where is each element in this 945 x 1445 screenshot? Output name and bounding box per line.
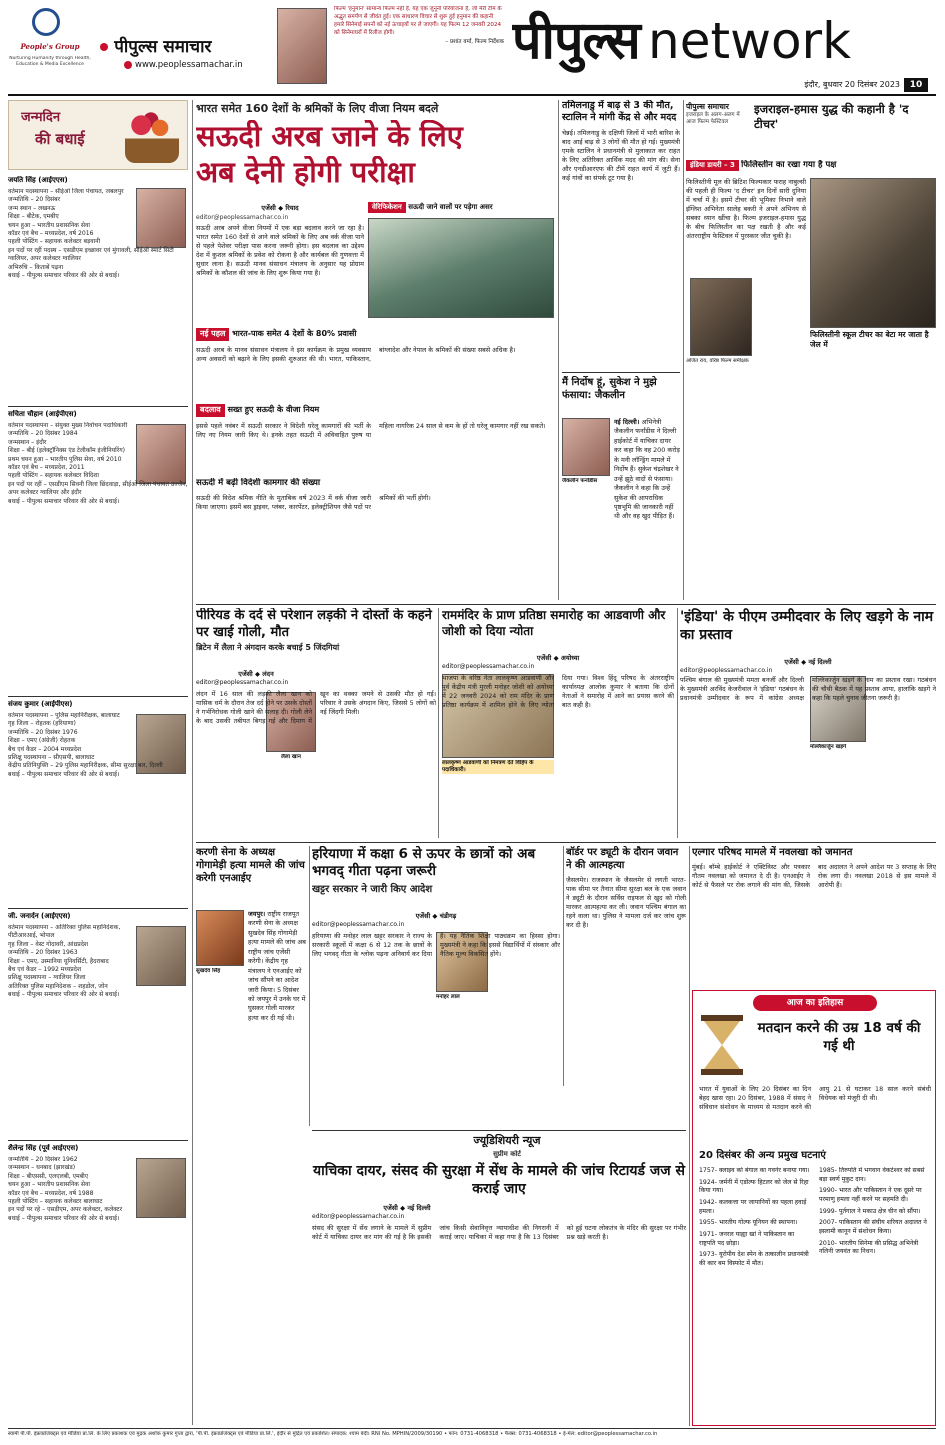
elgar-body: मुंबई। बॉम्बे हाईकोर्ट ने एक्टिविस्ट और पत्रकार गौतम नवलखा को जमानत दे दी है। एनआईए ने कोर्ट से फैसले पर रोक लगाने की मांग की, जिसके बाद अदालत ने अपने आदेश पर 3 सप्ताह के लिए रोक लगा दी। नवलखा 2018 से इस मामले में आरोपी हैं। (692, 863, 936, 889)
karni-story (196, 846, 306, 1126)
profile-name: जयति सिंह (आईएएस) (8, 176, 68, 184)
event-item: 1999- पुर्तगाल ने मकाउ क्षेत्र चीन को सौंपा। (819, 1207, 921, 1215)
sub1-tag: नई पहल (196, 328, 229, 341)
event-item: 1955- भारतीय गोल्फ यूनियन की स्थापना। (699, 1219, 798, 1227)
judiciary-tag: ज्यूडिशियरी न्यूज (473, 1134, 541, 1147)
profile-line: अतिरिक्त पुलिस महानिदेशक – शहडोल, जोन (8, 982, 108, 990)
profile-line: जन्मतिथि – 20 दिसंबर 1976 (8, 728, 78, 736)
section-rule (312, 1130, 686, 1131)
border-story (566, 846, 686, 1086)
ram-email: editor@peoplessamachar.co.in (442, 663, 535, 670)
sukesh-story (562, 376, 680, 598)
profile-line: गृह जिला – वेस्ट गोदावरी, आंध्रप्रदेश (8, 940, 89, 948)
saudi-sub1-body: सऊदी अरब के मानव संसाधन मंत्रालय ने इस कार्यक्रम के प्रमुख व्यवसाय अन्य अवसरों को बढ़ाने के लिए इसकी शुरुआत की थी। भारत, पाकिस्तान, बांग्लादेश और नेपाल के श्रमिकों की संख्या सबसे अधिक है। (196, 346, 516, 363)
event-item: 1985- तिरुपति में भगवान वेंकटेश्वर को सबसे बड़ा स्वर्ण मुकुट दान। (819, 1167, 925, 1183)
masthead (0, 0, 945, 108)
profile-line: पहली पोस्टिंग – सहायक कलेक्टर विदिशा (8, 472, 99, 480)
profile-line: चयन हुआ – भारतीय प्रशासनिक सेवा (8, 221, 90, 229)
jacqueline-photo (562, 418, 610, 476)
section-title-hi: पीपुल्स (512, 11, 640, 71)
birthday-banner (8, 100, 188, 170)
period-body: लंदन में 16 साल की लड़की लैला खान को मासिक धर्म के दौरान तेज दर्द होने पर उसके दोस्तों ने गर्भनिरोधक गोली खाने की सलाह दी। गोली लेने के बाद उसकी तबीयत बिगड़ गई और दिमाग में खून का थक्का जमने से उसकी मौत हो गई। परिवार ने उसके अंगदान किए, जिससे 5 लोगों को नई जिंदगी मिली। (196, 690, 436, 725)
saudi-sub3-body: सऊदी की विदेश श्रमिक नीति के मुताबिक वर्ष 2023 में वर्क वीजा जारी किया जाएगा। इसमें बस ड्राइवर, प्लंबर, कारपेंटर, इलेक्ट्रीशियन जैसे पदों पर श्रमिकों की भर्ती होगी। (196, 494, 431, 511)
profile-line: कॉडर एवं बैच – मध्यप्रदेश, 2011 (8, 464, 85, 472)
birthday-profile (8, 912, 188, 1140)
period-story (196, 608, 436, 838)
column-rule (689, 846, 690, 1426)
history-title: मतदान करने की उम्र 18 वर्ष की गई थी (757, 1020, 921, 1055)
history-body: भारत में युवाओं के लिए 20 दिसंबर का दिन बेहद खास रहा। 20 दिसंबर, 1988 में संसद ने संविधान संशोधन के माध्यम से मतदान करने की आयु 21 से घटाकर 18 साल करने संबंधी विधेयक को मंजूरी दी थी। (699, 1085, 931, 1111)
column-rule (677, 608, 678, 838)
advani-caption: लालकृष्ण आडवाणी को निमंत्रण देते विहिप के पदाधिकारी। (442, 760, 554, 774)
saudi-headline-2: अब देनी होगी परीक्षा (196, 156, 415, 189)
ram-body: भाजपा के वरिष्ठ नेता लालकृष्ण आडवाणी और पूर्व केंद्रीय मंत्री मुरली मनोहर जोशी को अयोध्या में 22 जनवरी 2024 को राम मंदिर के प्राण प्रतिष्ठा कार्यक्रम में शामिल होने के लिए न्योता दिया गया। विश्व हिंदू परिषद के अंतरराष्ट्रीय कार्याध्यक्ष आलोक कुमार ने बताया कि दोनों नेताओं ने समारोह में आने का प्रयास करने की बात कही है। (442, 674, 674, 709)
laila-caption: लैला खान (281, 754, 301, 760)
india-pm-body: पश्चिम बंगाल की मुख्यमंत्री ममता बनर्जी और दिल्ली के मुख्यमंत्री अरविंद केजरीवाल ने 'इंडिया' गठबंधन के प्रधानमंत्री उम्मीदवार के रूप में कांग्रेस अध्यक्ष मल्लिकार्जुन खड़गे के नाम का प्रस्ताव रखा। गठबंधन की चौथी बैठक में यह प्रस्ताव आया, हालांकि खड़गे ने कहा कि पहले चुनाव जीतना जरूरी है। (680, 676, 936, 702)
sukhdev-caption: सुखदेव सिंह (196, 968, 221, 974)
saudi-sub2-body: इससे पहले नवंबर में सऊदी सरकार ने विदेशी घरेलू कामगारों की भर्ती के लिए नए नियम जारी किए थे। इनके तहत सऊदी में अविवाहित पुरुष या महिला नागरिक 24 साल से कम के हों तो घरेलू कामगार नहीं रख सकते। (196, 422, 546, 439)
birthday-heading-top: जन्मदिन (21, 110, 61, 125)
profile-line: इन पदों पर रहे – एसडीएम, अपर कलेक्टर, कलेक्टर (8, 1206, 123, 1214)
profile-line: पहली पोस्टिंग – सहायक कलेक्टर बालाघाट (8, 1198, 103, 1206)
profile-line: जन्मतिथि – 20 दिसंबर (8, 196, 61, 204)
profile-line: इन पदों पर रहीं – एसडीएम सिवनी जिला छिंदवाड़ा, सीईओ जिला पंचायत उज्जैन, अपर कलेक्टर ग्वालियर और इंदौर (8, 480, 188, 497)
judiciary-court: सुप्रीम कोर्ट (493, 1150, 521, 1158)
sub2-text: सख्त हुए सऊदी के वीजा नियम (227, 405, 320, 414)
ram-headline: राममंदिर के प्राण प्रतिष्ठा समारोह का आडवाणी और जोशी को दिया न्योता (442, 608, 666, 638)
profile-line: वर्तमान पदस्थापना – सीईओ जिला पंचायत, जबलपुर (8, 188, 124, 195)
profile-line: चयन हुआ – भारतीय प्रशासनिक सेवा (8, 1181, 90, 1189)
event-item: 1924- जर्मनी में एडोल्फ हिटलर को जेल से रिहा किया गया। (699, 1178, 809, 1195)
masthead-rule (8, 94, 936, 96)
profile-line: प्रशिक्षु पदस्थापना – ग्वालियर जिला (8, 974, 86, 982)
saudi-verify (368, 202, 554, 216)
profile-name: सचिता चौहान (आईपीएस) (8, 410, 77, 418)
saudi-sub1 (196, 328, 554, 342)
profile-line: जन्मतिथि – 20 दिसंबर 1962 (8, 1156, 78, 1163)
profile-line: केंद्रीय प्रतिनियुक्ति – 29 पुलिस महानिरीक्षक, सीमा सुरक्षा बल, दिल्ली (8, 762, 163, 770)
teacher-film-caption: फिलिस्तीनी स्कूल टीचर का बेटा मर जाता है जेल में (810, 330, 929, 349)
profile-details (8, 712, 188, 779)
elgar-headline: एल्गार परिषद मामले में नवलखा को जमानत (692, 847, 853, 858)
birthday-column (8, 100, 188, 1430)
profile-divider (8, 406, 188, 407)
haryana-story (312, 846, 560, 1086)
event-item: 1942- कलकत्ता पर जापानियों का पहला हवाई हमला। (699, 1199, 807, 1215)
profile-line: शिक्षा – बीएससी, एलएलबी, एमबीए (8, 1172, 89, 1180)
profile-line: बधाई – पीपुल्स समाचार परिवार की ओर से बधाई। (8, 1214, 120, 1222)
history-box (692, 990, 936, 1426)
period-headline: पीरियड के दर्द से परेशान लड़की ने दोस्तों के कहने पर खाई गोली, मौत (196, 608, 432, 640)
israel-body: फिलिस्तीनी मूल की ब्रिटिश फिल्मकार फराह नाबुल्सी की पहली ही फिल्म 'द टीचर' इन दिनों सारी दुनिया में चर्चा में है। इसमें टीचर की भूमिका निभाने वाले इंग्लिश अभिनेता सालेह बकरी ने अपने अभिनय से सबका ध्यान खींचा है। फिल्म इजराइल-हमास युद्ध के बीच फिलिस्तीन का पक्ष रखती है और कई अंतरराष्ट्रीय फेस्टिवल में पुरस्कार जीत चुकी है। (686, 178, 806, 240)
column-rule (563, 846, 564, 1086)
verify-text: सऊदी जाने वालों पर पड़ेगा असर (408, 203, 493, 211)
period-email: editor@peoplessamachar.co.in (196, 679, 289, 686)
section-rule (196, 842, 936, 843)
saudi-kicker: भारत समेत 160 देशों के श्रमिकों के लिए वीजा नियम बदले (196, 102, 439, 115)
haryana-headline: हरियाणा में कक्षा 6 से ऊपर के छात्रों को अब भगवद् गीता पढ़ना जरूरी (312, 846, 536, 880)
paper-logo-dot-icon (100, 43, 108, 51)
israel-logo (686, 102, 750, 158)
israel-title: इजराइल-हमास युद्ध की कहानी है 'द टीचर' (754, 102, 909, 131)
page-number: 10 (904, 78, 928, 92)
profile-line: बधाई – पीपुल्स समाचार परिवार की ओर से बधाई। (8, 497, 120, 505)
karni-headline: करणी सेना के अध्यक्ष गोगामेड़ी हत्या मामले की जांच करेगी एनआईए (196, 847, 305, 884)
verify-tag: वेरिफिकेशन (368, 202, 406, 213)
event-item: 1757- क्लाइव को बंगाल का गवर्नर बनाया गया। (699, 1167, 810, 1174)
author-caption: अजित राय, वरिष्ठ फिल्म समीक्षक (686, 358, 749, 364)
profile-name: संजय कुमार (आईपीएस) (8, 700, 73, 708)
india-pm-story (680, 608, 936, 838)
ram-story (442, 608, 674, 838)
sukesh-headline: मैं निर्दोष हूं, सुकेश ने मुझे फंसाया: जैकलीन (562, 377, 657, 401)
india-pm-email: editor@peoplessamachar.co.in (680, 667, 773, 674)
column-rule (558, 100, 559, 600)
saudi-sub3: सऊदी में बढ़ी विदेशी कामगार की संख्या (196, 478, 321, 488)
hourglass-icon (701, 1015, 743, 1077)
profile-name: जी. जनार्दन (आईएएस) (8, 912, 71, 920)
event-item: 1990- भारत और पाकिस्तान ने एक दूसरे पर परमाणु हमला नहीं करने पर सहमति दी। (819, 1187, 922, 1204)
karni-text (248, 910, 306, 1126)
saudi-byline: एजेंसी ◆ रियाद (261, 204, 299, 212)
period-subhead: ब्रिटेन में लैला ने अंगदान करके बचाई 5 जिंदगियां (196, 643, 340, 653)
diary-title: फिलिस्तीन का रखा गया है पक्ष (741, 160, 837, 170)
profile-details (8, 188, 188, 280)
sukhdev-photo (196, 910, 244, 966)
event-item: 2010- भारतीय सिनेमा की प्रसिद्ध अभिनेत्री नलिनी जयवंत का निधन। (819, 1239, 919, 1256)
events-heading: 20 दिसंबर की अन्य प्रमुख घटनाएं (699, 1150, 826, 1161)
profile-line: कॉडर एवं बैच – मध्यप्रदेश, वर्ष 2016 (8, 230, 94, 238)
kharge-caption: मल्लिकार्जुन खड़गे (810, 744, 847, 750)
profile-line: गृह जिला – रोहतक (हरियाणा) (8, 720, 76, 728)
saudi-sub2 (196, 404, 554, 418)
event-item: 1973- यूरोपीय देश स्पेन के तत्कालीन प्रधानमंत्री की कार बम विस्फोट में मौत। (699, 1251, 809, 1268)
judiciary-body: संसद की सुरक्षा में सेंध लगाने के मामले में सुप्रीम कोर्ट में याचिका दायर कर मांग की गई है कि इसकी जांच किसी सेवानिवृत्त न्यायाधीश की निगरानी में कराई जाए। याचिका में कहा गया है कि 13 दिसंबर को हुई घटना लोकतंत्र के मंदिर की सुरक्षा पर गंभीर प्रश्न खड़े करती है। (312, 1224, 686, 1241)
profile-line: वर्तमान पदस्थापना – पुलिस महानिरीक्षक, बालाघाट (8, 712, 120, 719)
profile-name: शैलेन्द्र सिंह (पूर्व आईएएस) (8, 1144, 79, 1152)
story-divider (562, 372, 680, 373)
profile-line: शिक्षा – बीटेक, एमबीए (8, 213, 59, 221)
events-list (699, 1167, 931, 1423)
profile-line: इन पदों पर रहीं पदस्थ – एसडीएम इच्छावर एवं मुंगावली, सीईओ स्मार्ट सिटी ग्वालियर, अपर कलेक्टर ग्वालियर (8, 246, 174, 263)
border-headline: बॉर्डर पर ड्यूटी के दौरान जवान ने की आत्महत्या (566, 847, 679, 871)
profile-line: जन्म स्थान – लखनऊ (8, 204, 56, 212)
globe-icon (124, 61, 132, 69)
event-item: 2007- पाकिस्तान की संघीय शरियत अदालत ने इस्लामी कानून में संशोधन किया। (819, 1219, 927, 1236)
ram-byline: एजेंसी ◆ अयोध्या (536, 654, 580, 662)
profile-line: जन्मस्थान – इंदौर (8, 438, 47, 446)
profile-details (8, 1156, 188, 1223)
saudi-story (196, 100, 554, 600)
profile-divider (8, 696, 188, 697)
profile-line: जन्मतिथि – 20 दिसंबर 1963 (8, 949, 78, 957)
profile-line: पहली पोस्टिंग – सहायक कलेक्टर बड़वानी (8, 238, 101, 246)
haryana-body: हरियाणा की मनोहर लाल खट्टर सरकार ने राज्य के सरकारी स्कूलों में कक्षा 6 से 12 तक के छात्रों के लिए भगवद् गीता के श्लोक पढ़ना अनिवार्य कर दिया है। यह नैतिक शिक्षा पाठ्यक्रम का हिस्सा होगा। मुख्यमंत्री ने कहा कि इससे विद्यार्थियों में संस्कार और नैतिक मूल्य विकसित होंगे। (312, 932, 560, 958)
sukesh-text (614, 418, 680, 598)
profile-details (8, 422, 188, 506)
profile-divider (8, 908, 188, 909)
israel-logo-title: पीपुल्स समाचार (686, 102, 729, 111)
israel-logo-sub: इजराइल के अलग-अलग में आज फिल्म फेस्टिवल (686, 112, 740, 126)
sukesh-body: अभिनेत्री जैकलीन फर्नांडीस ने दिल्ली हाईकोर्ट में याचिका दायर कर कहा कि वह 200 करोड़ के मनी लॉन्ड्रिंग मामले में निर्दोष हैं। सुकेश चंद्रशेखर ने उन्हें झूठे वादों से फंसाया। जैकलीन ने कहा कि उन्हें सुकेश की आपराधिक पृष्ठभूमि की जानकारी नहीं थी और वह खुद पीड़ित हैं। (614, 418, 680, 521)
karni-byline: जयपुर। (248, 910, 266, 918)
flower-basket-icon (125, 109, 179, 163)
manohar-caption: मनोहर लाल (436, 994, 460, 1000)
diary-tag: इंडिया डायरी – 3 (686, 160, 739, 171)
profile-line: बधाई – पीपुल्स समाचार परिवार की ओर से बधाई। (8, 770, 120, 778)
birthday-profile (8, 1144, 188, 1424)
profile-line: अभिरुचि – किताबें पढ़ना (8, 263, 64, 271)
profile-line: शिक्षा – एमए, उस्मानिया यूनिवर्सिटी, हैदराबाद (8, 957, 109, 965)
judiciary-headline: याचिका दायर, संसद की सुरक्षा में सेंध के मामले की जांच रिटायर्ड जज से कराई जाए (312, 1163, 686, 1198)
israel-story (686, 100, 936, 600)
paper-logo (100, 36, 290, 62)
saudi-headline-1: सऊदी अरब जाने के लिए (196, 120, 463, 153)
saudi-email: editor@peoplessamachar.co.in (196, 214, 289, 221)
tamilnadu-story (562, 100, 680, 370)
jacqueline-caption: जैकलीन फर्नांडीस (562, 478, 598, 484)
profile-line: प्रथम चयन हुआ – भारतीय पुलिस सेवा, वर्ष 2010 (8, 455, 122, 463)
footer-imprint: स्वामी पी.पी. इंफ्राप्रोजेक्ट्स एवं मीडिया प्रा.लि. के लिए प्रकाशक एवं मुद्रक अशोक कुमार गुप्ता द्वारा, 'पी.पी. इंफ्राप्रोजेक्ट्स एवं मीडिया प्रा.लि.', इंदौर से मुद्रित एवं प्रकाशित। संपादक: श्याम बेदी। RNI No. MPHIN/2009/30190 • फोन: 0731-4068318 • फैक्स: 0731-4068318 • ई-मेल: editor@peoplessamachar.co.in (8, 1431, 658, 1437)
author-photo (690, 278, 752, 356)
history-heading: आज का इतिहास (753, 995, 877, 1011)
tamilnadu-headline: तमिलनाडु में बाढ़ से 3 की मौत, स्टालिन ने मांगी केंद्र से और मदद (562, 100, 677, 124)
birthday-profile (8, 410, 188, 696)
israel-diary (686, 160, 936, 174)
event-item: 1971- जनरल याह्या खां ने पाकिस्तान का राष्ट्रपति पद छोड़ा। (699, 1231, 795, 1247)
brand-small: People's Group (20, 42, 80, 51)
section-rule (196, 604, 936, 605)
profile-line: कॉडर एवं बैच – मध्यप्रदेश, वर्ष 1988 (8, 1189, 94, 1197)
column-rule (438, 608, 439, 838)
birthday-profile (8, 700, 188, 910)
column-rule (309, 846, 310, 1126)
karni-body: राष्ट्रीय राजपूत करणी सेना के अध्यक्ष सुखदेव सिंह गोगामेड़ी हत्या मामले की जांच अब राष्ट्रीय जांच एजेंसी करेगी। केंद्रीय गृह मंत्रालय ने एनआईए को जांच सौंपने का आदेश जारी किया। 5 दिसंबर को जयपुर में उनके घर में घुसकर गोली मारकर हत्या कर दी गई थी। (248, 910, 306, 1022)
sukesh-byline: नई दिल्ली। (614, 418, 640, 426)
sub1-text: भारत-पाक समेत 4 देशों के 80% प्रवासी (232, 329, 357, 338)
section-title (512, 6, 932, 76)
profile-line: वर्तमान पदस्थापना – संयुक्त मुख्य निर्वाचन पदाधिकारी (8, 422, 128, 429)
peoples-group-logo (32, 8, 60, 36)
profile-line: जन्मतिथि – 20 दिसंबर 1984 (8, 430, 78, 438)
haryana-byline: एजेंसी ◆ चंडीगढ़ (415, 912, 457, 920)
border-body: जैसलमेर। राजस्थान के जैसलमेर से लगती भारत-पाक सीमा पर तैनात सीमा सुरक्षा बल के एक जवान ने ड्यूटी के दौरान सर्विस राइफल से खुद को गोली मारकर आत्महत्या कर ली। जवान पश्चिम बंगाल का रहने वाला था। पुलिस ने मामला दर्ज कर जांच शुरू कर दी है। (566, 876, 686, 929)
paper-name: पीपुल्स समाचार (114, 37, 212, 57)
film-quote (334, 6, 504, 92)
profile-line: बैच एवं कैडर – 2004 मध्यप्रदेश (8, 745, 82, 753)
profile-line: बैच एवं कैडर – 1992 मध्यप्रदेश (8, 966, 82, 974)
saudi-body: सऊदी अरब अपने वीजा नियमों में एक बड़ा बदलाव करने जा रहा है। भारत समेत 160 देशों से आने वाले श्रमिकों के लिए अब वर्क वीजा पाने से पहले पेशेवर परीक्षा पास करना जरूरी होगा। इस बदलाव का उद्देश्य देश में कुशल श्रमिकों के प्रवेश को रोकना है और कार्यबल की गुणवत्ता में सुधार लाना है। सऊदी मानव संसाधन मंत्रालय के अनुसार यह प्रोग्राम श्रमिकों के कौशल की जांच के लिए शुरू किया गया है। (196, 224, 364, 277)
website-text: www.peoplessamachar.in (135, 60, 243, 70)
judiciary-email: editor@peoplessamachar.co.in (312, 1213, 405, 1220)
profile-details (8, 924, 188, 1000)
judiciary-byline: एजेंसी ◆ नई दिल्ली (383, 1204, 431, 1212)
profile-line: जन्मस्थान – धनबाद (झारखंड) (8, 1164, 76, 1172)
profile-line: प्रशिक्षु पदस्थापना – सीएसपी, बालाघाट (8, 754, 95, 762)
dateline: इंदौर, बुधवार 20 दिसंबर 2023 (804, 80, 900, 89)
profile-divider (8, 1140, 188, 1141)
profile-line: बधाई – पीपुल्स समाचार परिवार की ओर से बधाई। (8, 991, 120, 999)
footer-rule (8, 1428, 936, 1429)
sub2-tag: बदलाव (196, 404, 225, 417)
profile-line: शिक्षा – बीई (इलेक्ट्रॉनिक्स एंड टेलीकॉम इंजीनियरिंग) (8, 447, 126, 455)
india-pm-byline: एजेंसी ◆ नई दिल्ली (784, 658, 832, 666)
elgar-story (692, 846, 936, 988)
judiciary-story (312, 1134, 686, 1426)
profile-line: बधाई – पीपुल्स समाचार परिवार की ओर से बधाई। (8, 272, 120, 280)
director-photo (277, 8, 327, 84)
haryana-subhead: खट्टर सरकार ने जारी किए आदेश (312, 883, 433, 895)
film-quote-text: फिल्म 'हनुमान' सामान्य फिल्म नहीं है, यह एक जुनूनी परियोजना है, जो मेरी टीम के अद्भुत समर्पण से जीवंत हुई। एक साधारण विचार से शुरू हुई हनुमान की कहानी हमारे सिनेमाई सपनों को नई ऊंचाइयों पर ले जाएगी। यह फिल्म 12 जनवरी 2024 को सिनेमाघरों में रिलीज होगी। (334, 6, 502, 36)
column-rule (683, 100, 684, 600)
section-title-en: network (648, 12, 852, 70)
birthday-heading-bottom: की बधाई (35, 130, 85, 148)
profile-line: वर्तमान पदस्थापना – अतिरिक्त पुलिस महानिदेशक, पीटीआरआई, भोपाल (8, 924, 121, 940)
column-rule (192, 100, 193, 1425)
profile-line: शिक्षा – एमए (अंग्रेजी) रोहतक (8, 737, 76, 745)
tamilnadu-body: चेन्नई। तमिलनाडु के दक्षिणी जिलों में भारी बारिश के बाद आई बाढ़ से 3 लोगों की मौत हो गई। मुख्यमंत्री एमके स्टालिन ने प्रधानमंत्री से मुलाकात कर राहत के लिए अतिरिक्त आर्थिक मदद की मांग की। सेना और एनडीआरएफ की टीमें राहत कार्य में जुटी हैं। कई गांवों का संपर्क टूट गया है। (562, 128, 680, 182)
teacher-film-photo (810, 178, 936, 328)
birthday-profile (8, 176, 188, 404)
saudi-visa-photo (368, 218, 554, 318)
india-pm-headline: 'इंडिया' के पीएम उम्मीदवार के लिए खड़गे के नाम का प्रस्ताव (680, 609, 934, 644)
brand-tagline: Nurturing Humanity through Health, Education & Media Excellence (9, 56, 91, 67)
haryana-email: editor@peoplessamachar.co.in (312, 921, 405, 928)
film-quote-author: – प्रशांत वर्मा, फिल्म निर्देशक (445, 38, 504, 45)
period-byline: एजेंसी ◆ लंदन (238, 670, 274, 678)
